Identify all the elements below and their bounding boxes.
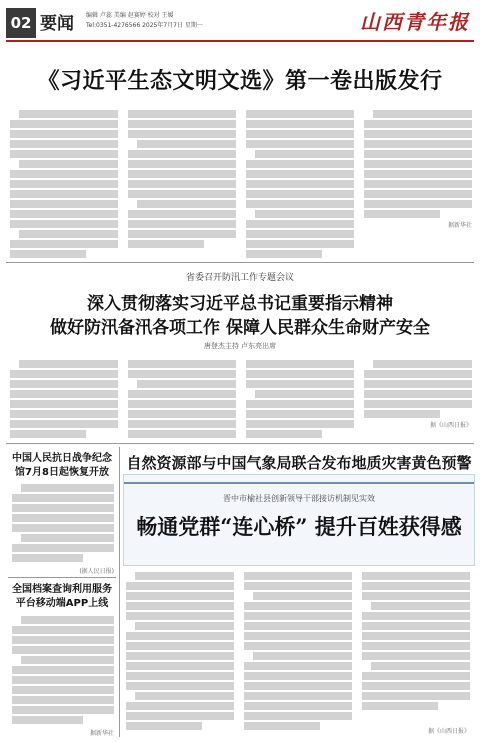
box-body-col-1 xyxy=(126,572,234,732)
sidebar-item2-title: 全国档案查询利用服务平台移动端APP上线 xyxy=(12,584,112,609)
feature-body-col-4 xyxy=(364,360,472,440)
masthead-logo: 山西青年报 xyxy=(360,10,470,34)
lead-body-col-1 xyxy=(10,110,118,260)
sidebar-item1-source: (据人民日报) xyxy=(79,568,114,575)
feature-source: 据《山西日报》 xyxy=(429,421,472,429)
lead-body-col-2 xyxy=(128,110,236,260)
lead-body-col-4 xyxy=(364,110,472,260)
lead-body-col-3 xyxy=(246,110,354,260)
divider-rule xyxy=(6,443,474,444)
lead-source: 据新华社 xyxy=(447,221,472,229)
editorial-meta xyxy=(86,11,203,31)
box-source: 据《山西日报》 xyxy=(427,728,470,735)
feature-body-col-1 xyxy=(10,360,118,440)
divider-rule xyxy=(6,262,474,263)
box-band xyxy=(124,482,474,484)
sidebar-item1-body xyxy=(12,484,114,564)
feature-headline-line1: 深入贯彻落实习近平总书记重要指示精神 xyxy=(87,294,393,314)
feature-box xyxy=(123,474,475,566)
feature-headline-line2: 做好防汛备汛各项工作 保障人民群众生命财产安全 xyxy=(50,318,430,338)
feature-body-col-3 xyxy=(246,360,354,440)
feature-kicker: 省委召开防汛工作专题会议 xyxy=(185,273,294,283)
sidebar-item1-title: 中国人民抗日战争纪念馆7月8日起恢复开放 xyxy=(12,453,112,478)
lead-headline: 《习近平生态文明文选》第一卷出版发行 xyxy=(37,68,443,94)
sidebar-item2-body xyxy=(12,616,114,726)
box-body-col-2 xyxy=(244,572,352,732)
page-number: 02 xyxy=(6,8,36,38)
feature-body-col-2 xyxy=(128,360,236,440)
column-rule xyxy=(119,447,120,737)
sidebar-item2-source: 据新华社 xyxy=(89,730,114,737)
header-rule xyxy=(6,40,474,42)
box-body-col-3 xyxy=(362,572,470,722)
meta-editors: 编辑 卢蕊 美编 赵赛婷 校对 王媛 xyxy=(86,12,174,19)
box-headline: 畅通党群“连心桥” 提升百姓获得感 xyxy=(136,514,462,539)
section-title: 要闻 xyxy=(40,14,74,34)
divider-rule xyxy=(8,577,116,578)
box-kicker: 晋中市榆社县创新领导干部接访机制见实效 xyxy=(223,494,375,503)
meta-contact-date: Tel:0351-4276566 2025年7月7日 星期一 xyxy=(86,22,203,29)
feature-byline: 唐登杰主持 卢东亮出席 xyxy=(203,342,277,350)
middle-headline: 自然资源部与中国气象局联合发布地质灾害黄色预警 xyxy=(126,454,472,472)
